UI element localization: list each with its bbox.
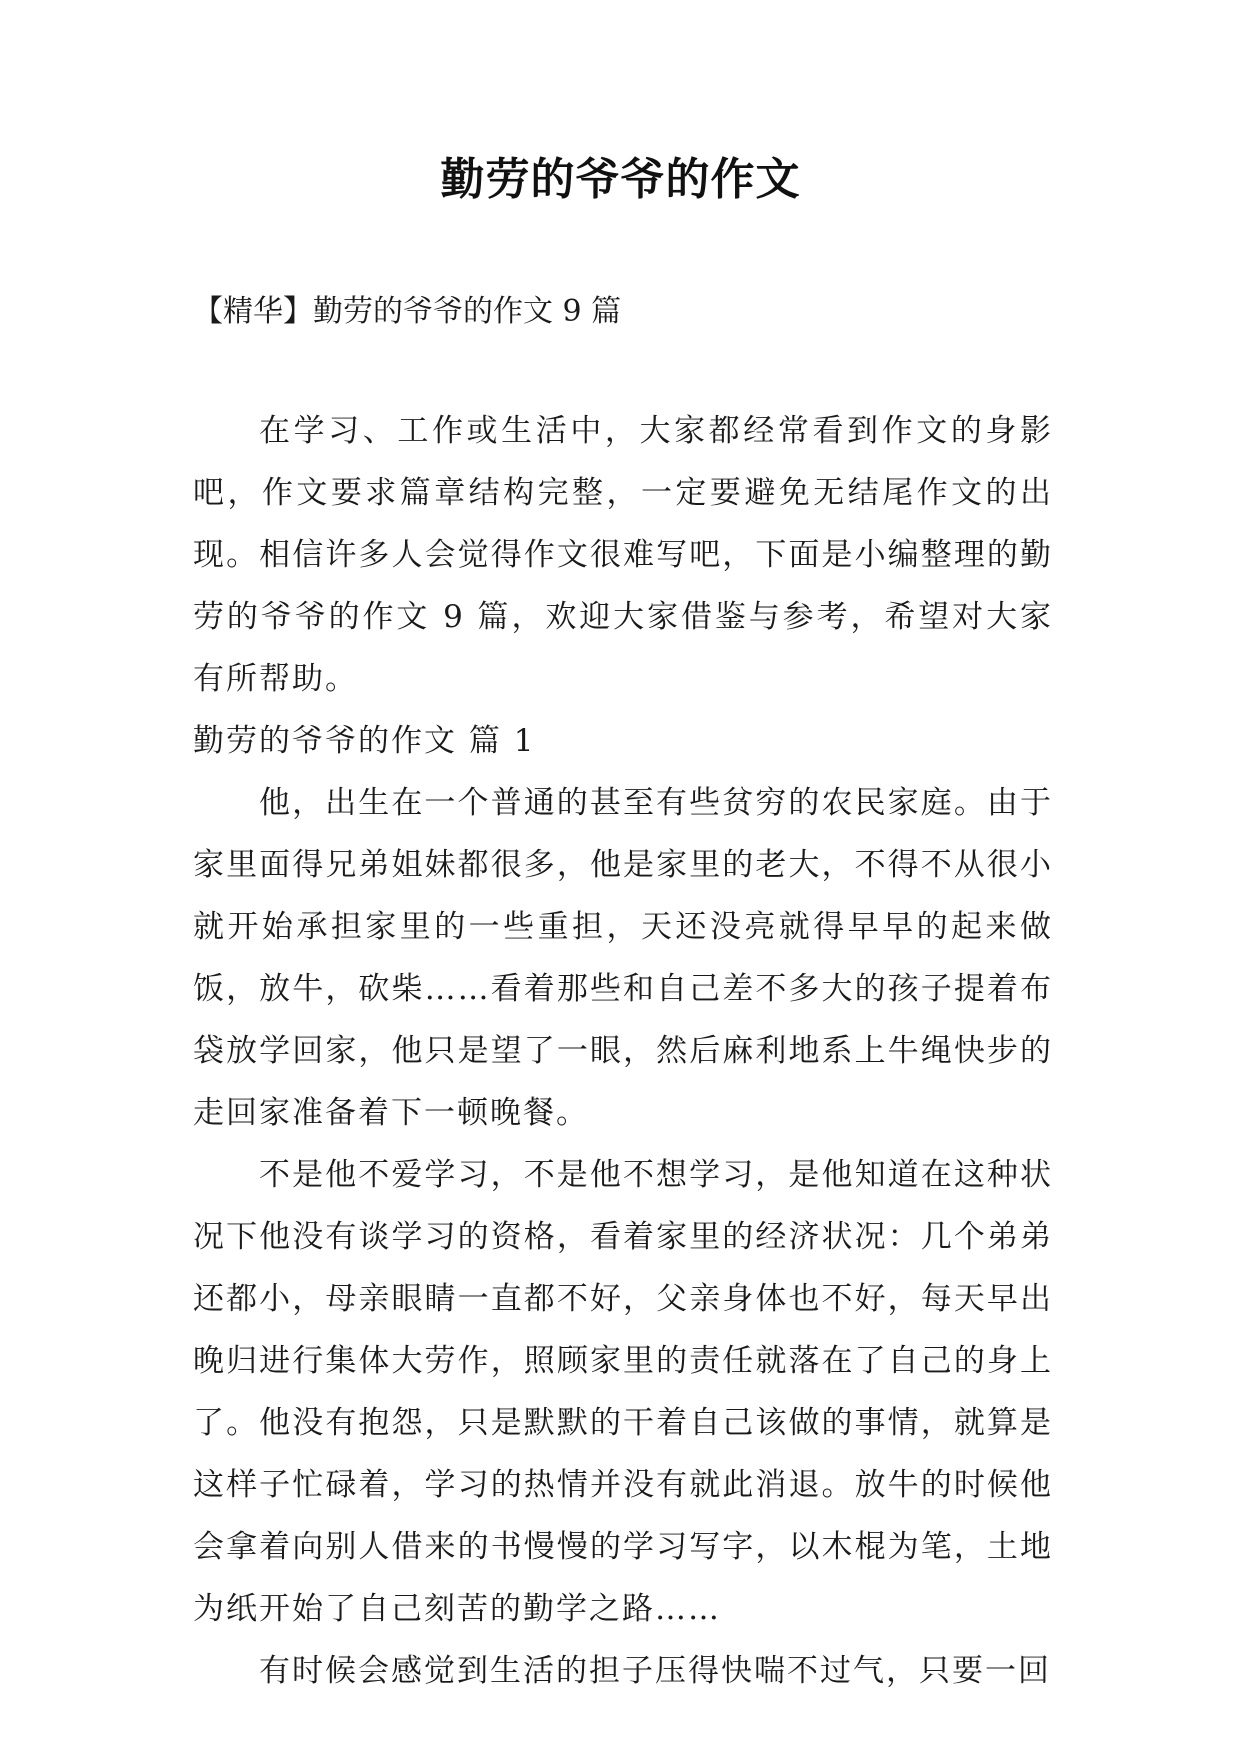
body-paragraph-1: 他，出生在一个普通的甚至有些贫穷的农民家庭。由于家里面得兄弟姐妹都很多，他是家里的老大，不得不从很小就开始承担家里的一些重担，天还没亮就得早早的起来做饭，放牛，砍柴……看着那些和自己差不多大的孩子提着布袋放学回家，他只是望了一眼，然后麻利地系上牛绳快步的走回家准备着下一顿晚餐。 [193,785,1053,1131]
body-paragraph-3: 有时候会感觉到生活的担子压得快喘不过气，只要一回 [259,1653,1051,1689]
body-paragraph-2: 不是他不爱学习，不是他不想学习，是他知道在这种状况下他没有谈学习的资格，看着家里的经济状况：几个弟弟还都小，母亲眼睛一直都不好，父亲身体也不好，每天早出晚归进行集体大劳作，照顾家里的责任就落在了自己的身上了。他没有抱怨，只是默默的干着自己该做的事情，就算是这样子忙碌着，学习的热情并没有就此消退。放牛的时候他会拿着向别人借来的书慢慢的学习写字，以木棍为笔，土地为纸开始了自己刻苦的勤学之路…… [193,1157,1053,1627]
intro-paragraph: 在学习、工作或生活中，大家都经常看到作文的身影吧，作文要求篇章结构完整，一定要避免无结尾作文的出现。相信许多人会觉得作文很难写吧，下面是小编整理的勤劳的爷爷的作文 9 篇，欢迎大家借鉴与参考，希望对大家有所帮助。 [193,413,1053,697]
document-title: 勤劳的爷爷的作文 [440,154,801,205]
document-subtitle: 【精华】勤劳的爷爷的作文 9 篇 [193,294,622,329]
document-body [193,400,1053,1702]
section-heading: 勤劳的爷爷的作文 篇 1 [193,723,536,759]
